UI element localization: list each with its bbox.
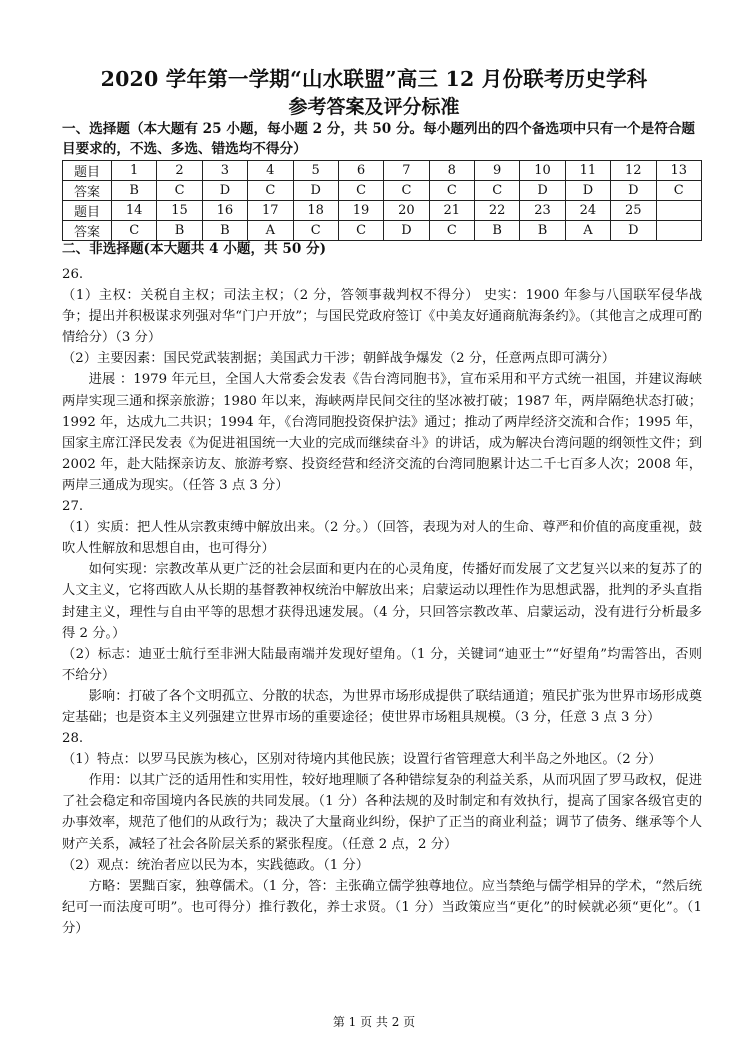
page-subtitle: 参考答案及评分标准 bbox=[288, 96, 460, 118]
question-number: 1 bbox=[112, 161, 157, 181]
answer-cell: B bbox=[475, 221, 520, 241]
answer-cell: C bbox=[248, 181, 293, 201]
question-number: 2 bbox=[157, 161, 202, 181]
answer-cell: B bbox=[112, 181, 157, 201]
answer-paragraph: （2）标志：迪亚士航行至非洲大陆最南端并发现好望角。（1 分，关键词“迪亚士”“好望角”均需答出，否则不给分） bbox=[62, 646, 702, 683]
question-number: 23 bbox=[520, 201, 565, 221]
table-row bbox=[63, 181, 702, 201]
table-row bbox=[63, 161, 702, 181]
answer-cell: C bbox=[338, 221, 383, 241]
answer-cell: A bbox=[248, 221, 293, 241]
section2-heading: 二、非选择题(本大题共 4 小题，共 50 分) bbox=[62, 241, 327, 257]
question-number: 18 bbox=[293, 201, 338, 221]
table-row bbox=[63, 201, 702, 221]
question-number: 22 bbox=[475, 201, 520, 221]
answer-cell: C bbox=[429, 221, 474, 241]
answer-table bbox=[62, 160, 702, 241]
question-number bbox=[656, 201, 702, 221]
question-number: 10 bbox=[520, 161, 565, 181]
answer-paragraph: 影响：打破了各个文明孤立、分散的状态，为世界市场形成提供了联结通道；殖民扩张为世界市场形成奠定基础；也是资本主义列强建立世界市场的重要途径；使世界市场粗具规模。（3 分，任意 3 点 3 分） bbox=[62, 688, 702, 725]
answer-paragraph: 26. bbox=[62, 267, 84, 282]
answer-body bbox=[62, 264, 702, 939]
answer-cell: C bbox=[293, 221, 338, 241]
answer-cell: D bbox=[520, 181, 565, 201]
answer-paragraph: 作用：以其广泛的适用性和实用性，较好地理顺了各种错综复杂的利益关系，从而巩固了罗马政权，促进了社会稳定和帝国境内各民族的共同发展。（1 分）各种法规的及时制定和有效执行，提高了国家各级官吏的办事效率，规范了他们的从政行为；裁决了大量商业纠纷，保护了正当的商业利益；调节了债务、继承等个人财产关系，减轻了社会各阶层关系的紧张程度。（任意 2 点，2 分） bbox=[62, 773, 702, 852]
page-title: 2020 学年第一学期“山水联盟”高三 12 月份联考历史学科 bbox=[100, 67, 648, 91]
answer-cell: B bbox=[202, 221, 247, 241]
question-number: 17 bbox=[248, 201, 293, 221]
question-number: 21 bbox=[429, 201, 474, 221]
answer-paragraph: 27. bbox=[62, 499, 84, 515]
question-number: 16 bbox=[202, 201, 247, 221]
answer-cell bbox=[656, 221, 702, 241]
answer-cell: D bbox=[611, 181, 656, 201]
answer-cell: C bbox=[384, 181, 429, 201]
question-number: 24 bbox=[565, 201, 610, 221]
answer-cell: B bbox=[157, 221, 202, 241]
answer-cell: D bbox=[611, 221, 656, 241]
answer-paragraph: （2）观点：统治者应以民为本，实践德政。（1 分） bbox=[62, 857, 370, 873]
question-number: 9 bbox=[475, 161, 520, 181]
answer-cell: D bbox=[565, 181, 610, 201]
answer-cell: C bbox=[157, 181, 202, 201]
question-number: 14 bbox=[112, 201, 157, 221]
question-number: 13 bbox=[656, 161, 702, 181]
answer-cell: A bbox=[565, 221, 610, 241]
answer-cell: D bbox=[293, 181, 338, 201]
row-label: 答案 bbox=[63, 181, 112, 201]
answer-cell: C bbox=[475, 181, 520, 201]
answer-cell: C bbox=[656, 181, 702, 201]
answer-paragraph: （2）主要因素：国民党武装割据；美国武力干涉；朝鲜战争爆发（2 分，任意两点即可满分） bbox=[62, 351, 616, 367]
question-number: 7 bbox=[384, 161, 429, 181]
row-label: 题目 bbox=[63, 161, 112, 181]
question-number: 4 bbox=[248, 161, 293, 181]
question-number: 12 bbox=[611, 161, 656, 181]
answer-cell: C bbox=[112, 221, 157, 241]
answer-paragraph: （1）实质：把人性从宗教束缚中解放出来。（2 分。）（回答，表现为对人的生命、尊严和价值的高度重视，鼓吹人性解放和思想自由，也可得分） bbox=[62, 520, 702, 557]
answer-paragraph: （1）特点：以罗马民族为核心，区别对待境内其他民族；设置行省管理意大利半岛之外地区。（2 分） bbox=[62, 752, 662, 768]
answer-paragraph: 进展 ：1979 年元旦，全国人大常委会发表《告台湾同胞书》，宣布采用和平方式统一祖国，并建议海峡两岸实现三通和探亲旅游；1980 年以来，海峡两岸民间交往的坚冰被打破；1987 年，两岸隔绝状态打破；1992 年，达成九二共识；1994 年，《台湾同胞投资保护法》通过；推动了两岸经济交流和合作；1995 年，国家主席江泽民发表《为促进祖国统一大业的完成而继续奋斗》的讲话，成为解决台湾问题的纲领性文件；到 2002 年，赴大陆探亲访友、旅游考察、投资经营和经济交流的台湾同胞累计达二千七百多人次；2008 年，两岸三通成为现实。（任答 3 点 3 分） bbox=[62, 372, 702, 493]
question-number: 25 bbox=[611, 201, 656, 221]
question-number: 11 bbox=[565, 161, 610, 181]
row-label: 题目 bbox=[63, 201, 112, 221]
answer-paragraph: 方略：罢黜百家，独尊儒术。（1 分，答：主张确立儒学独尊地位。应当禁绝与儒学相异的学术，“然后统纪可一而法度可明”。也可得分）推行教化，养士求贤。（1 分）当政策应当“更化”的时候就必须“更化”。（1 分） bbox=[62, 878, 702, 936]
answer-cell: B bbox=[520, 221, 565, 241]
answer-cell: D bbox=[384, 221, 429, 241]
answer-paragraph: 28. bbox=[62, 731, 84, 747]
answer-cell: D bbox=[202, 181, 247, 201]
page-footer: 第 1 页 共 2 页 bbox=[332, 1015, 416, 1029]
answer-cell: C bbox=[429, 181, 474, 201]
question-number: 20 bbox=[384, 201, 429, 221]
question-number: 8 bbox=[429, 161, 474, 181]
question-number: 15 bbox=[157, 201, 202, 221]
question-number: 5 bbox=[293, 161, 338, 181]
row-label: 答案 bbox=[63, 221, 112, 241]
answer-paragraph: （1）主权：关税自主权；司法主权；（2 分，答领事裁判权不得分） 史实：1900 年参与八国联军侵华战争；提出并积极谋求列强对华“门户开放”；与国民党政府签订《中美友好通商航海条约》。（其他言之成理可酌情给分）（3 分） bbox=[62, 288, 702, 346]
question-number: 19 bbox=[338, 201, 383, 221]
answer-cell: C bbox=[338, 181, 383, 201]
table-row bbox=[63, 221, 702, 241]
answer-paragraph: 如何实现：宗教改革从更广泛的社会层面和更内在的心灵角度，传播好而发展了文艺复兴以来的复苏了的人文主义，它将西欧人从长期的基督教神权统治中解放出来；启蒙运动以理性作为思想武器，批判的矛头直指封建主义，理性与自由平等的思想才获得迅速发展。（4 分，只回答宗教改革、启蒙运动，没有进行分析最多得 2 分。） bbox=[62, 562, 702, 641]
section1-heading: 一、选择题（本大题有 25 小题，每小题 2 分，共 50 分。每小题列出的四个备选项中只有一个是符合题目要求的，不选、多选、错选均不得分） bbox=[62, 121, 696, 157]
question-number: 6 bbox=[338, 161, 383, 181]
question-number: 3 bbox=[202, 161, 247, 181]
